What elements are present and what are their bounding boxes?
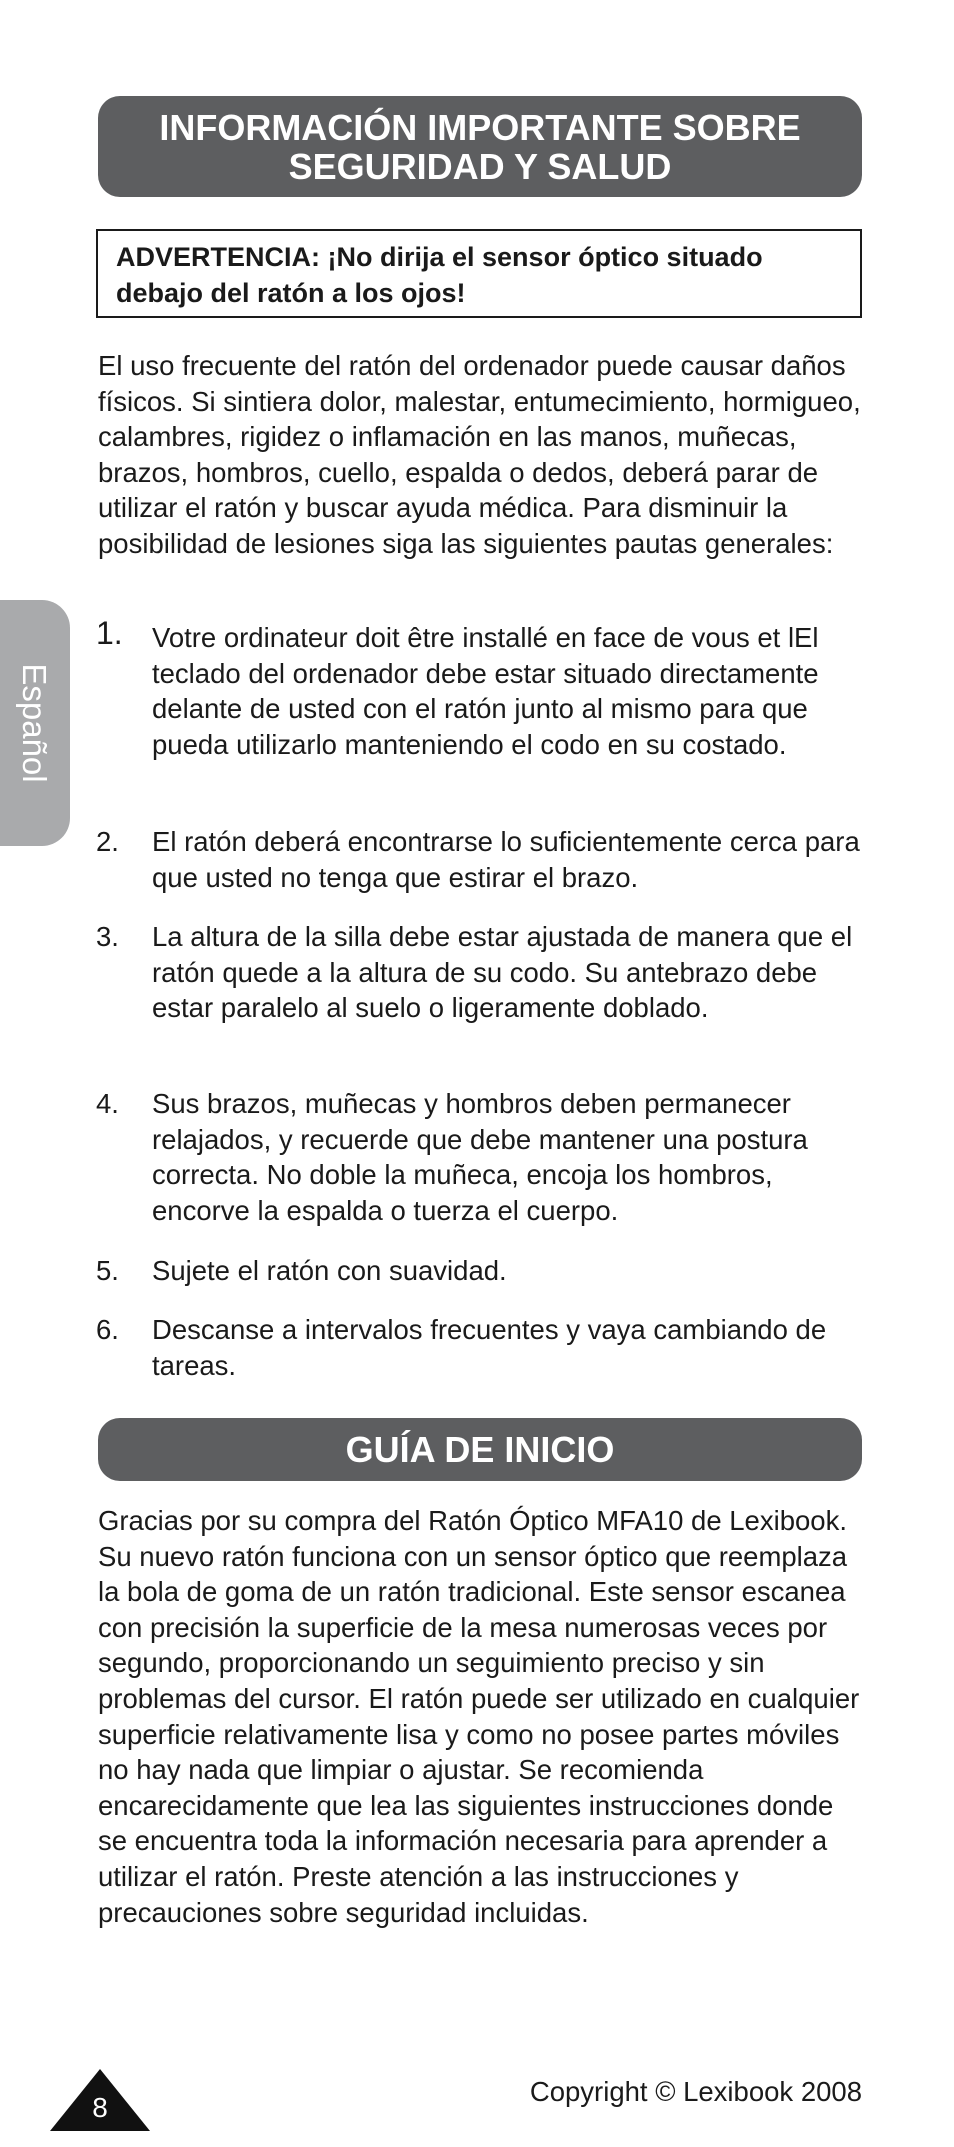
copyright-notice: Copyright © Lexibook 2008 [529,2076,862,2107]
warning-box [96,229,862,318]
list-text: Votre ordinateur doit être installé en face de vous et lEl teclado del ordenador debe estar situado directamente delante de usted con el ratón junto al mismo para que pueda utilizarlo manteniendo el codo en su costado. [152,622,819,760]
language-tab-label: Español [16,663,53,783]
safety-intro: El uso frecuente del ratón del ordenador puede causar daños físicos. Si sintiera dolor, malestar, entumecimiento, hormigueo, calambres, rigidez o inflamación en las manos, muñecas, brazos, hombros, cuello, espalda o dedos, deberá parar de utilizar el ratón y buscar ayuda médica. Para disminuir la posibilidad de lesiones siga las siguientes pautas generales: [98,350,861,559]
list-number: 3. [96,921,119,952]
safety-heading: INFORMACIÓN IMPORTANTE SOBRE SEGURIDAD Y SALUD [98,96,862,197]
list-number: 1. [96,615,123,651]
page-number: 8 [92,2092,108,2123]
list-number: 4. [96,1088,119,1119]
guide-paragraph: Gracias por su compra del Ratón Óptico MFA10 de Lexibook. Su nuevo ratón funciona con un sensor óptico que reemplaza la bola de goma de un ratón tradicional. Este sensor escanea con precisión la superficie de la mesa numerosas veces por segundo, proporcionando un seguimiento preciso y sin problemas del cursor. El ratón puede ser utilizado en cualquier superficie relativamente lisa y como no posee partes móviles no hay nada que limpiar o ajustar. Se recomienda encarecidamente que lea las siguientes instrucciones donde se encuentra toda la información necesaria para aprender a utilizar el ratón. Preste atención a las instrucciones y precauciones sobre seguridad incluidas. [98,1505,860,1928]
warning-text: ADVERTENCIA: ¡No dirija el sensor óptico situado debajo del ratón a los ojos! [116,242,763,308]
list-text: Sujete el ratón con suavidad. [152,1255,507,1286]
list-text: Descanse a intervalos frecuentes y vaya cambiando de tareas. [152,1314,827,1381]
list-text: Sus brazos, muñecas y hombros deben permanecer relajados, y recuerde que debe mantener una postura correcta. No doble la muñeca, encoja los hombros, encorve la espalda o tuerza el cuerpo. [152,1088,808,1226]
list-number: 2. [96,826,119,857]
guide-heading: GUÍA DE INICIO [98,1418,862,1481]
list-number: 6. [96,1314,119,1345]
language-tab [0,600,70,846]
list-text: La altura de la silla debe estar ajustada de manera que el ratón quede a la altura de su codo. Su antebrazo debe estar paralelo al suelo o ligeramente doblado. [152,921,853,1024]
list-number: 5. [96,1255,119,1286]
list-text: El ratón deberá encontrarse lo suficientemente cerca para que usted no tenga que estirar el brazo. [152,826,860,893]
